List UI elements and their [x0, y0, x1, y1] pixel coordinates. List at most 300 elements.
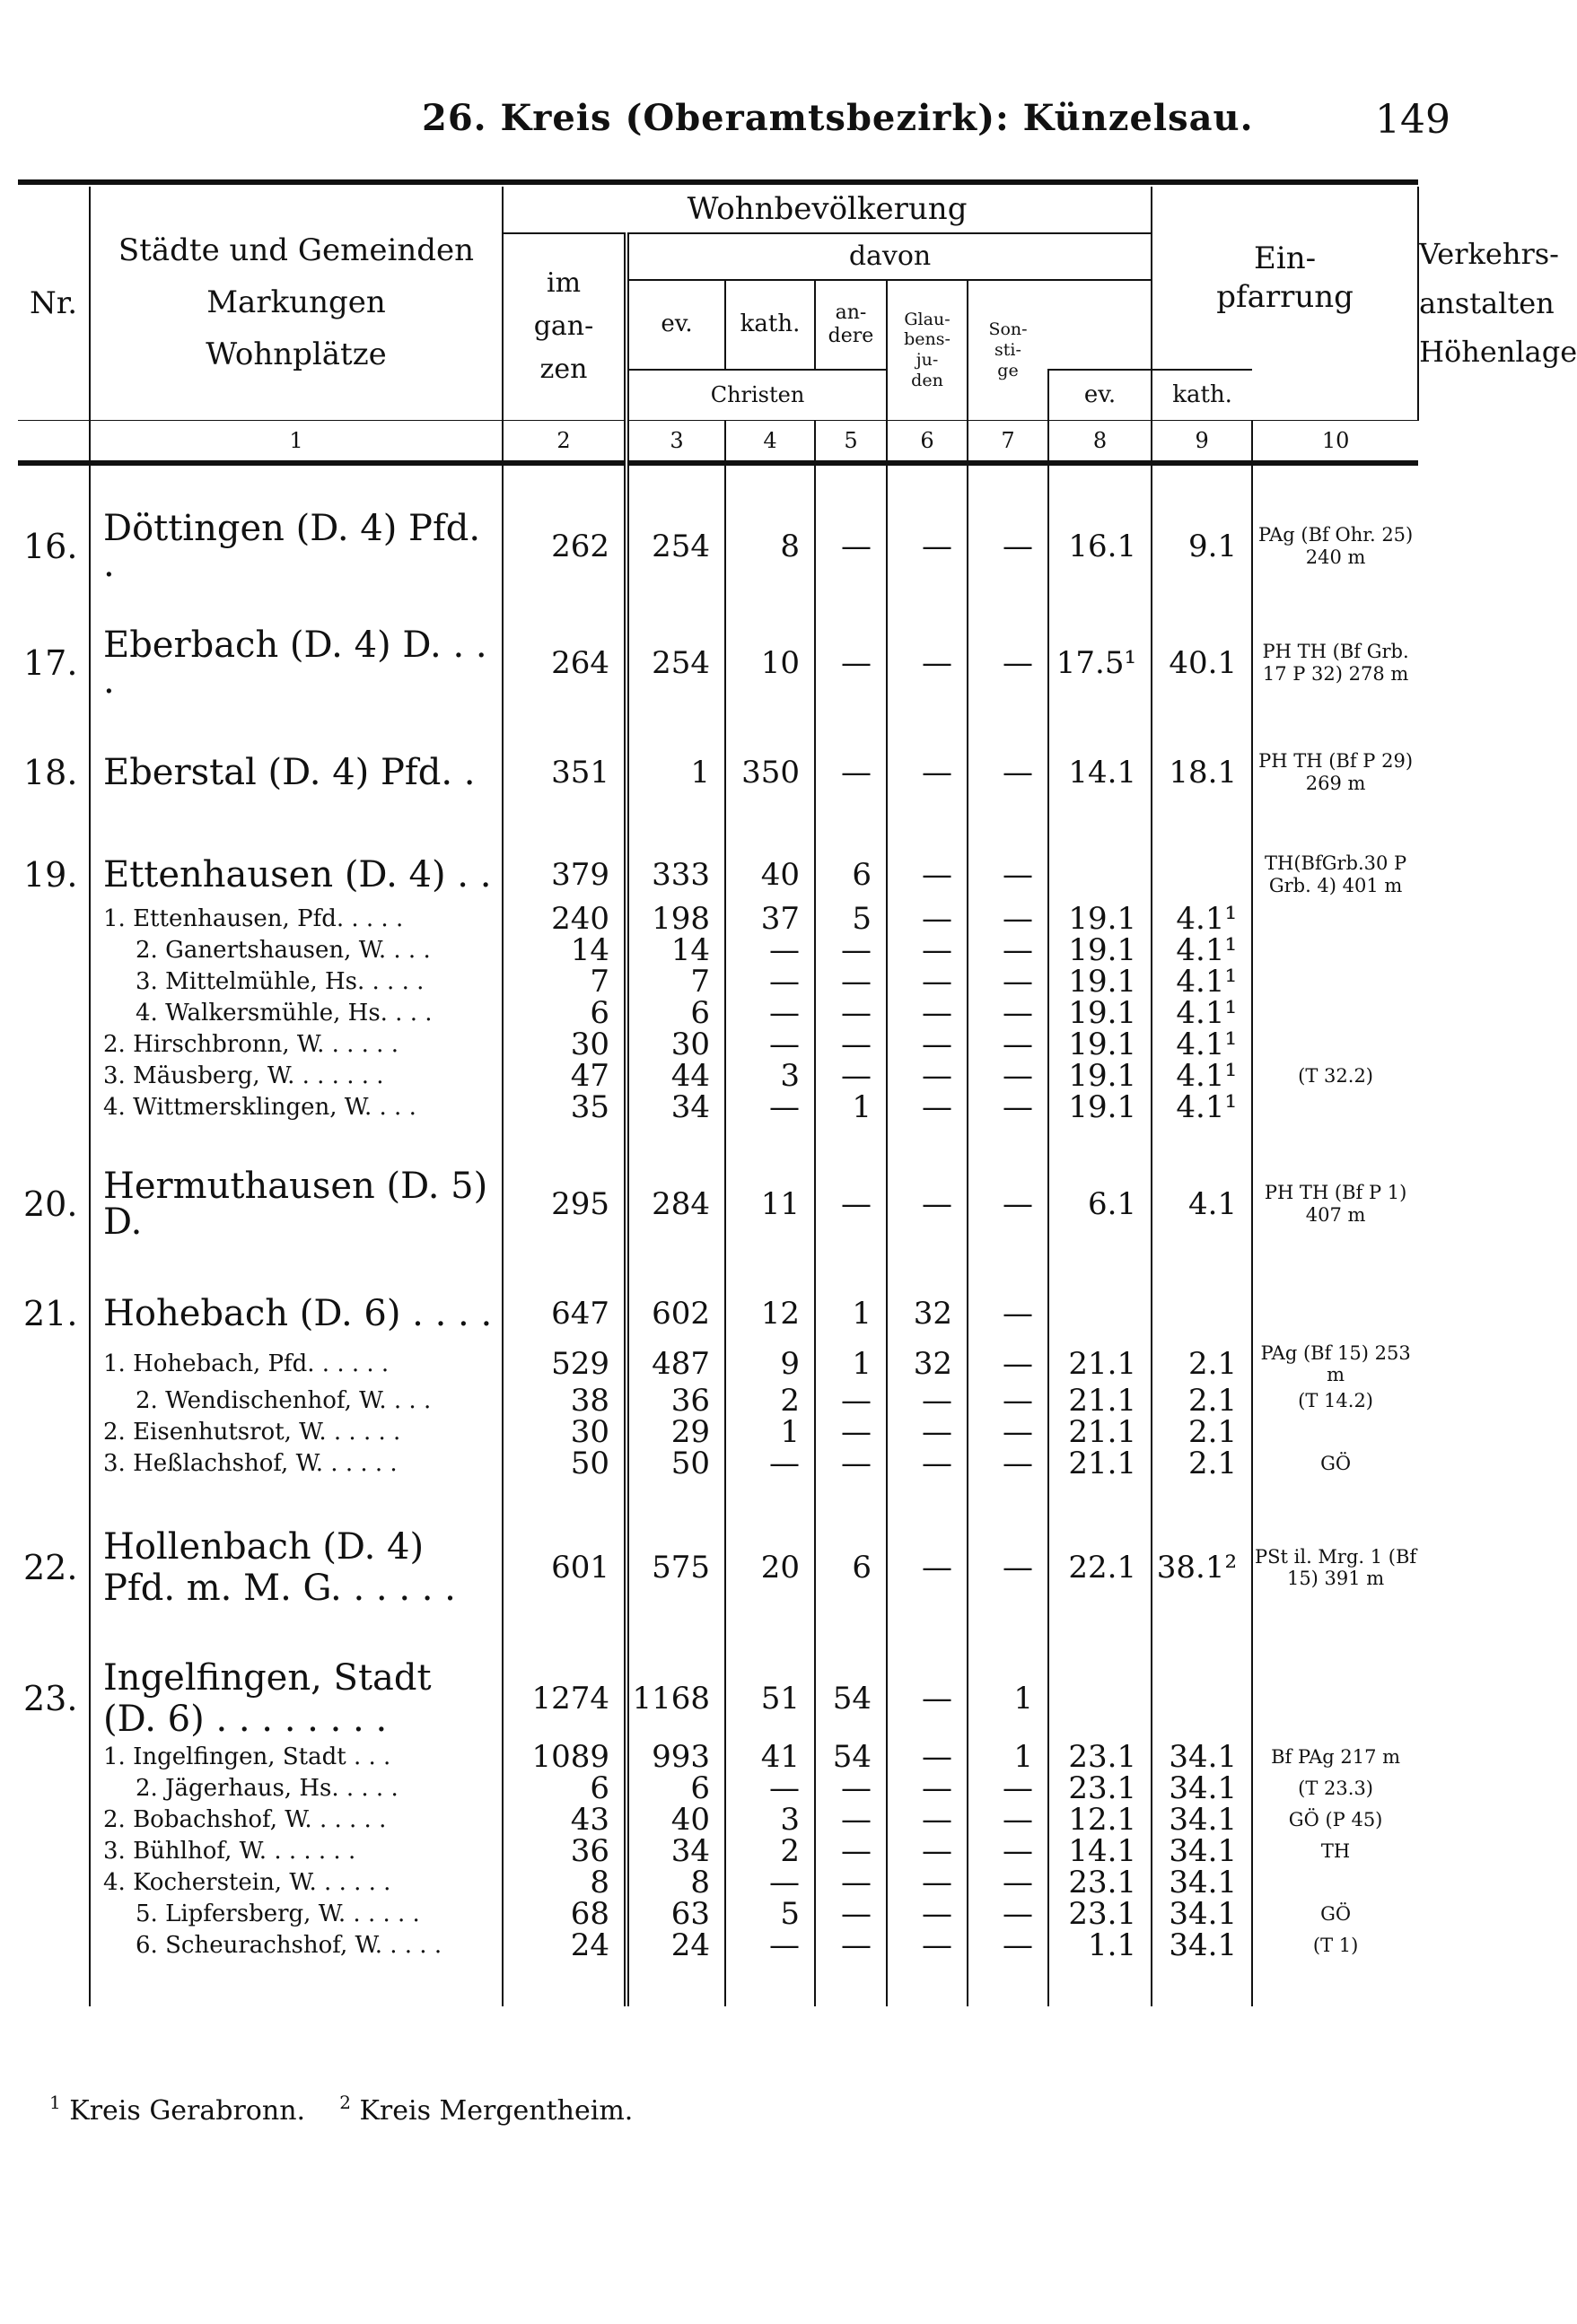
cell-im-ganzen: 36	[503, 1836, 626, 1867]
cell-verkehr	[1252, 1417, 1418, 1448]
colnum-5: 5	[815, 420, 887, 463]
cell-sonstige: 1	[968, 1656, 1048, 1742]
cell-andere: —	[815, 1867, 887, 1899]
cell-im-ganzen: 24	[503, 1930, 626, 1961]
cell-ev: 993	[626, 1742, 725, 1773]
spacer-cell	[626, 582, 725, 627]
cell-im-ganzen: 14	[503, 935, 626, 966]
table-row-gemeinde	[18, 1656, 1418, 1742]
cell-einpfarrung-ev: 19.1	[1048, 1061, 1152, 1092]
cell-name: Döttingen (D. 4) Pfd. .	[90, 511, 503, 582]
cell-name: 1. Ettenhausen, Pfd. . . . .	[90, 904, 503, 935]
cell-name: 5. Lipfersberg, W. . . . . .	[90, 1899, 503, 1930]
cell-andere: —	[815, 1417, 887, 1448]
cell-kath: 12	[725, 1285, 815, 1342]
spacer-cell	[503, 1961, 626, 2006]
cell-einpfarrung-kath	[1152, 846, 1252, 904]
cell-verkehr: PH TH (Bf P 29) 269 m	[1252, 744, 1418, 801]
cell-nr	[18, 1773, 90, 1804]
cell-kath: —	[725, 1029, 815, 1061]
cell-nr	[18, 1092, 90, 1123]
cell-verkehr	[1252, 935, 1418, 966]
cell-im-ganzen: 68	[503, 1899, 626, 1930]
cell-kath: 2	[725, 1385, 815, 1417]
cell-sonstige: —	[968, 1092, 1048, 1123]
spacer-cell	[18, 699, 90, 744]
cell-sonstige: —	[968, 1342, 1048, 1385]
cell-einpfarrung-ev: 19.1	[1048, 1029, 1152, 1061]
cell-ev: 254	[626, 627, 725, 699]
cell-andere: —	[815, 1385, 887, 1417]
cell-im-ganzen: 7	[503, 966, 626, 998]
spacer-cell	[90, 1480, 503, 1525]
cell-andere: —	[815, 966, 887, 998]
cell-kath: 20	[725, 1525, 815, 1611]
cell-im-ganzen: 351	[503, 744, 626, 801]
row-spacer	[18, 1480, 1418, 1525]
cell-nr	[18, 1804, 90, 1836]
spacer-cell	[887, 463, 968, 511]
cell-kath: —	[725, 1448, 815, 1480]
cell-ev: 1168	[626, 1656, 725, 1742]
spacer-cell	[815, 699, 887, 744]
cell-einpfarrung-ev: 19.1	[1048, 966, 1152, 998]
cell-verkehr	[1252, 1029, 1418, 1061]
cell-kath: —	[725, 1773, 815, 1804]
cell-glaubensjuden: —	[887, 1656, 968, 1742]
row-spacer	[18, 1123, 1418, 1168]
spacer-cell	[725, 463, 815, 511]
cell-einpfarrung-kath: 4.1¹	[1152, 1029, 1252, 1061]
cell-einpfarrung-ev: 19.1	[1048, 998, 1152, 1029]
cell-ev: 34	[626, 1836, 725, 1867]
table-row-wohnplatz	[18, 1930, 1418, 1961]
cell-ev: 7	[626, 966, 725, 998]
header-name-1: Städte und Gemeinden	[118, 232, 475, 269]
spacer-cell	[815, 582, 887, 627]
cell-einpfarrung-ev: 21.1	[1048, 1448, 1152, 1480]
table-row-wohnplatz	[18, 904, 1418, 935]
cell-sonstige: —	[968, 1417, 1048, 1448]
cell-name: 2. Eisenhutsrot, W. . . . . .	[90, 1417, 503, 1448]
cell-ev: 24	[626, 1930, 725, 1961]
cell-im-ganzen: 240	[503, 904, 626, 935]
cell-ev: 63	[626, 1899, 725, 1930]
cell-nr	[18, 1342, 90, 1385]
table-row-wohnplatz	[18, 1804, 1418, 1836]
spacer-cell	[725, 1240, 815, 1285]
spacer-cell	[1048, 1961, 1152, 2006]
header-name-3: Wohnplätze	[206, 336, 387, 372]
colnum-8: 8	[1048, 420, 1152, 463]
cell-sonstige: —	[968, 744, 1048, 801]
spacer-cell	[503, 699, 626, 744]
colnum-2: 2	[503, 420, 626, 463]
cell-ev: 44	[626, 1061, 725, 1092]
cell-name: 3. Bühlhof, W. . . . . . .	[90, 1836, 503, 1867]
cell-glaubensjuden: —	[887, 1448, 968, 1480]
cell-einpfarrung-kath: 34.1	[1152, 1804, 1252, 1836]
spacer-cell	[1152, 582, 1252, 627]
cell-glaubensjuden: —	[887, 904, 968, 935]
cell-ev: 30	[626, 1029, 725, 1061]
table-row-wohnplatz	[18, 935, 1418, 966]
spacer-cell	[1252, 1123, 1418, 1168]
cell-glaubensjuden: —	[887, 744, 968, 801]
colnum-1: 1	[90, 420, 503, 463]
spacer-cell	[815, 1611, 887, 1656]
cell-einpfarrung-kath: 2.1	[1152, 1448, 1252, 1480]
cell-kath: —	[725, 1867, 815, 1899]
colnum-10: 10	[1252, 420, 1418, 463]
cell-name: 4. Walkersmühle, Hs. . . .	[90, 998, 503, 1029]
colnum-6: 6	[887, 420, 968, 463]
cell-andere: —	[815, 1804, 887, 1836]
cell-verkehr: (T 32.2)	[1252, 1061, 1418, 1092]
header-einpfarrung-2: pfarrung	[1216, 278, 1354, 315]
name-line-1: Hollenbach (D. 4)	[103, 1525, 425, 1568]
cell-sonstige: 1	[968, 1742, 1048, 1773]
cell-andere: —	[815, 1773, 887, 1804]
spacer-cell	[968, 801, 1048, 846]
cell-andere: 6	[815, 846, 887, 904]
cell-einpfarrung-ev: 14.1	[1048, 1836, 1152, 1867]
cell-verkehr: GÖ (P 45)	[1252, 1804, 1418, 1836]
cell-im-ganzen: 647	[503, 1285, 626, 1342]
cell-einpfarrung-kath: 4.1¹	[1152, 966, 1252, 998]
cell-name: 2. Bobachshof, W. . . . . .	[90, 1804, 503, 1836]
cell-sonstige: —	[968, 966, 1048, 998]
header-christen: Christen	[626, 370, 887, 420]
cell-andere: —	[815, 1836, 887, 1867]
cell-einpfarrung-kath: 4.1¹	[1152, 1061, 1252, 1092]
cell-sonstige: —	[968, 1525, 1048, 1611]
cell-andere: 6	[815, 1525, 887, 1611]
spacer-cell	[725, 699, 815, 744]
cell-verkehr	[1252, 1656, 1418, 1742]
cell-andere: —	[815, 511, 887, 582]
cell-einpfarrung-kath: 9.1	[1152, 511, 1252, 582]
footnote-text-2: Kreis Mergentheim.	[359, 2095, 634, 2127]
cell-nr: 18.	[23, 752, 78, 792]
cell-kath: —	[725, 998, 815, 1029]
cell-verkehr: GÖ	[1252, 1448, 1418, 1480]
spacer-cell	[887, 1240, 968, 1285]
cell-sonstige: —	[968, 998, 1048, 1029]
cell-kath: 3	[725, 1804, 815, 1836]
header-sonstige	[968, 280, 1048, 420]
cell-einpfarrung-kath	[1152, 1656, 1252, 1742]
cell-einpfarrung-kath: 4.1	[1152, 1168, 1252, 1240]
cell-einpfarrung-ev	[1048, 1656, 1152, 1742]
cell-glaubensjuden: —	[887, 1836, 968, 1867]
spacer-cell	[1252, 801, 1418, 846]
table-row-gemeinde	[18, 1285, 1418, 1342]
colnum-4: 4	[725, 420, 815, 463]
spacer-cell	[503, 582, 626, 627]
cell-nr	[18, 1742, 90, 1773]
cell-einpfarrung-kath: 2.1	[1152, 1417, 1252, 1448]
cell-glaubensjuden: —	[887, 1092, 968, 1123]
spacer-cell	[1152, 1611, 1252, 1656]
cell-sonstige: —	[968, 904, 1048, 935]
cell-im-ganzen: 35	[503, 1092, 626, 1123]
cell-ev: 487	[626, 1342, 725, 1385]
cell-einpfarrung-ev: 19.1	[1048, 935, 1152, 966]
table-row-wohnplatz	[18, 1773, 1418, 1804]
cell-glaubensjuden: —	[887, 1867, 968, 1899]
colnum-nr	[18, 420, 90, 463]
spacer-cell	[626, 1611, 725, 1656]
cell-einpfarrung-ev: 17.5¹	[1048, 627, 1152, 699]
cell-kath: 2	[725, 1836, 815, 1867]
spacer-cell	[968, 1240, 1048, 1285]
cell-glaubensjuden: —	[887, 966, 968, 998]
cell-kath: 5	[725, 1899, 815, 1930]
cell-einpfarrung-ev: 21.1	[1048, 1385, 1152, 1417]
header-andere	[815, 280, 887, 370]
cell-sonstige: —	[968, 627, 1048, 699]
spacer-cell	[18, 1123, 90, 1168]
spacer-cell	[887, 1123, 968, 1168]
cell-andere: 1	[815, 1285, 887, 1342]
cell-sonstige: —	[968, 511, 1048, 582]
cell-andere: —	[815, 1061, 887, 1092]
cell-ev: 254	[626, 511, 725, 582]
spacer-cell	[725, 1611, 815, 1656]
cell-glaubensjuden: —	[887, 1899, 968, 1930]
cell-kath: 8	[725, 511, 815, 582]
cell-nr: 20.	[23, 1184, 78, 1224]
cell-sonstige: —	[968, 1804, 1048, 1836]
cell-andere: 5	[815, 904, 887, 935]
spacer-cell	[1252, 1480, 1418, 1525]
cell-name: 1. Ingelfingen, Stadt . . .	[90, 1742, 503, 1773]
cell-verkehr: PH TH (Bf P 1) 407 m	[1252, 1168, 1418, 1240]
spacer-cell	[1152, 1240, 1252, 1285]
cell-einpfarrung-ev	[1048, 1285, 1152, 1342]
header-glaubensjuden	[887, 280, 968, 420]
cell-glaubensjuden: —	[887, 1804, 968, 1836]
cell-sonstige: —	[968, 1168, 1048, 1240]
cell-verkehr: PH TH (Bf Grb. 17 P 32) 278 m	[1252, 627, 1418, 699]
cell-einpfarrung-ev: 1.1	[1048, 1930, 1152, 1961]
cell-im-ganzen: 50	[503, 1448, 626, 1480]
spacer-cell	[815, 1480, 887, 1525]
cell-glaubensjuden: —	[887, 1742, 968, 1773]
cell-einpfarrung-kath: 34.1	[1152, 1836, 1252, 1867]
spacer-cell	[887, 1480, 968, 1525]
cell-ev: 8	[626, 1867, 725, 1899]
cell-andere: —	[815, 998, 887, 1029]
spacer-cell	[725, 1123, 815, 1168]
cell-glaubensjuden: —	[887, 1930, 968, 1961]
cell-andere: —	[815, 1899, 887, 1930]
spacer-cell	[1252, 463, 1418, 511]
footnote-marker-2: 2	[339, 2092, 351, 2113]
cell-einpfarrung-ev: 23.1	[1048, 1773, 1152, 1804]
cell-glaubensjuden: —	[887, 627, 968, 699]
cell-verkehr	[1252, 998, 1418, 1029]
cell-im-ganzen: 6	[503, 998, 626, 1029]
footnote-marker-1: 1	[49, 2092, 61, 2113]
cell-kath: 10	[725, 627, 815, 699]
cell-kath: —	[725, 1092, 815, 1123]
cell-einpfarrung-ev: 23.1	[1048, 1899, 1152, 1930]
spacer-cell	[18, 1240, 90, 1285]
top-rule	[18, 179, 1418, 185]
cell-ev: 198	[626, 904, 725, 935]
footnotes	[49, 2092, 634, 2127]
spacer-cell	[18, 801, 90, 846]
spacer-cell	[90, 1123, 503, 1168]
cell-ev: 6	[626, 998, 725, 1029]
cell-einpfarrung-kath: 4.1¹	[1152, 935, 1252, 966]
spacer-cell	[1252, 582, 1418, 627]
cell-name: Hermuthausen (D. 5) D.	[90, 1168, 503, 1240]
spacer-cell	[1048, 1240, 1152, 1285]
cell-nr	[18, 1029, 90, 1061]
table-row-wohnplatz	[18, 1092, 1418, 1123]
cell-einpfarrung-ev: 23.1	[1048, 1867, 1152, 1899]
table-body	[18, 463, 1418, 2006]
header-im-ganzen-1: im	[546, 267, 582, 300]
cell-glaubensjuden: —	[887, 998, 968, 1029]
spacer-cell	[90, 699, 503, 744]
cell-einpfarrung-ev: 22.1	[1048, 1525, 1152, 1611]
cell-einpfarrung-kath: 34.1	[1152, 1742, 1252, 1773]
cell-einpfarrung-ev: 14.1	[1048, 744, 1152, 801]
spacer-cell	[1048, 463, 1152, 511]
cell-im-ganzen: 264	[503, 627, 626, 699]
table-row-wohnplatz	[18, 1448, 1418, 1480]
cell-einpfarrung-kath: 4.1¹	[1152, 998, 1252, 1029]
header-im-ganzen	[503, 233, 626, 420]
cell-einpfarrung-kath: 4.1¹	[1152, 904, 1252, 935]
cell-glaubensjuden: —	[887, 1061, 968, 1092]
cell-einpfarrung-kath: 18.1	[1152, 744, 1252, 801]
spacer-cell	[815, 1961, 887, 2006]
cell-name: 3. Mäusberg, W. . . . . . .	[90, 1061, 503, 1092]
spacer-cell	[1152, 463, 1252, 511]
cell-im-ganzen: 30	[503, 1417, 626, 1448]
cell-name: 1. Hohebach, Pfd. . . . . .	[90, 1342, 503, 1385]
page-number: 149	[1375, 97, 1450, 143]
cell-ev: 575	[626, 1525, 725, 1611]
cell-sonstige: —	[968, 1385, 1048, 1417]
cell-einpfarrung-kath	[1152, 1285, 1252, 1342]
cell-nr	[18, 1417, 90, 1448]
cell-im-ganzen: 30	[503, 1029, 626, 1061]
header-sonstige-3: ge	[997, 360, 1019, 380]
colnum-3: 3	[626, 420, 725, 463]
cell-im-ganzen: 295	[503, 1168, 626, 1240]
cell-nr	[18, 904, 90, 935]
table-row-wohnplatz	[18, 1061, 1418, 1092]
table-row-wohnplatz	[18, 1385, 1418, 1417]
spacer-cell	[968, 463, 1048, 511]
cell-ev: 1	[626, 744, 725, 801]
header-wohnbevoelkerung: Wohnbevölkerung	[503, 187, 1152, 233]
row-spacer	[18, 582, 1418, 627]
spacer-cell	[503, 1240, 626, 1285]
header-name-2: Markungen	[206, 284, 386, 320]
cell-name: 4. Wittmersklingen, W. . . .	[90, 1092, 503, 1123]
spacer-cell	[815, 1240, 887, 1285]
cell-nr	[18, 966, 90, 998]
spacer-cell	[90, 801, 503, 846]
table-row-wohnplatz	[18, 1899, 1418, 1930]
cell-sonstige: —	[968, 1836, 1048, 1867]
cell-name: Eberbach (D. 4) D. . . .	[90, 627, 503, 699]
cell-einpfarrung-ev: 19.1	[1048, 904, 1152, 935]
cell-verkehr: PAg (Bf 15) 253 m	[1252, 1342, 1418, 1385]
cell-sonstige: —	[968, 1867, 1048, 1899]
spacer-cell	[887, 1961, 968, 2006]
cell-verkehr	[1252, 1867, 1418, 1899]
cell-sonstige: —	[968, 1899, 1048, 1930]
cell-im-ganzen: 1089	[503, 1742, 626, 1773]
cell-im-ganzen: 38	[503, 1385, 626, 1417]
spacer-cell	[968, 1123, 1048, 1168]
cell-im-ganzen: 601	[503, 1525, 626, 1611]
name-line-1: Ingelfingen, Stadt	[103, 1656, 432, 1699]
table-row-wohnplatz	[18, 1342, 1418, 1385]
cell-einpfarrung-ev: 16.1	[1048, 511, 1152, 582]
spacer-cell	[626, 1123, 725, 1168]
cell-kath: —	[725, 966, 815, 998]
cell-ev: 602	[626, 1285, 725, 1342]
spacer-cell	[968, 582, 1048, 627]
cell-andere: 54	[815, 1656, 887, 1742]
cell-im-ganzen: 6	[503, 1773, 626, 1804]
spacer-cell	[1048, 801, 1152, 846]
cell-nr: 22.	[23, 1547, 78, 1587]
cell-glaubensjuden: 32	[887, 1342, 968, 1385]
spacer-cell	[18, 463, 90, 511]
header-einpf-ev: ev.	[1048, 370, 1152, 420]
cell-verkehr	[1252, 1285, 1418, 1342]
cell-andere: —	[815, 744, 887, 801]
cell-glaubensjuden: 32	[887, 1285, 968, 1342]
header-andere-2: dere	[828, 325, 874, 347]
cell-nr	[18, 935, 90, 966]
cell-verkehr: TH(BfGrb.30 P Grb. 4) 401 m	[1252, 846, 1418, 904]
row-spacer	[18, 463, 1418, 511]
cell-glaubensjuden: —	[887, 1417, 968, 1448]
header-einpf-kath: kath.	[1152, 370, 1252, 420]
header-glaubensjuden-3: ju-	[916, 350, 939, 371]
cell-glaubensjuden: —	[887, 1773, 968, 1804]
cell-einpfarrung-kath: 2.1	[1152, 1342, 1252, 1385]
cell-andere: 54	[815, 1742, 887, 1773]
cell-im-ganzen: 43	[503, 1804, 626, 1836]
spacer-cell	[626, 801, 725, 846]
header-im-ganzen-2: gan-	[533, 310, 594, 343]
cell-glaubensjuden: —	[887, 1168, 968, 1240]
cell-kath: 11	[725, 1168, 815, 1240]
spacer-cell	[90, 1240, 503, 1285]
cell-verkehr: PAg (Bf Ohr. 25) 240 m	[1252, 511, 1418, 582]
cell-nr: 16.	[23, 526, 78, 566]
cell-kath: 9	[725, 1342, 815, 1385]
cell-verkehr: Bf PAg 217 m	[1252, 1742, 1418, 1773]
header-einpfarrung-1: Ein-	[1254, 240, 1317, 276]
cell-nr	[18, 1930, 90, 1961]
cell-kath: 3	[725, 1061, 815, 1092]
cell-im-ganzen: 47	[503, 1061, 626, 1092]
spacer-cell	[626, 1961, 725, 2006]
